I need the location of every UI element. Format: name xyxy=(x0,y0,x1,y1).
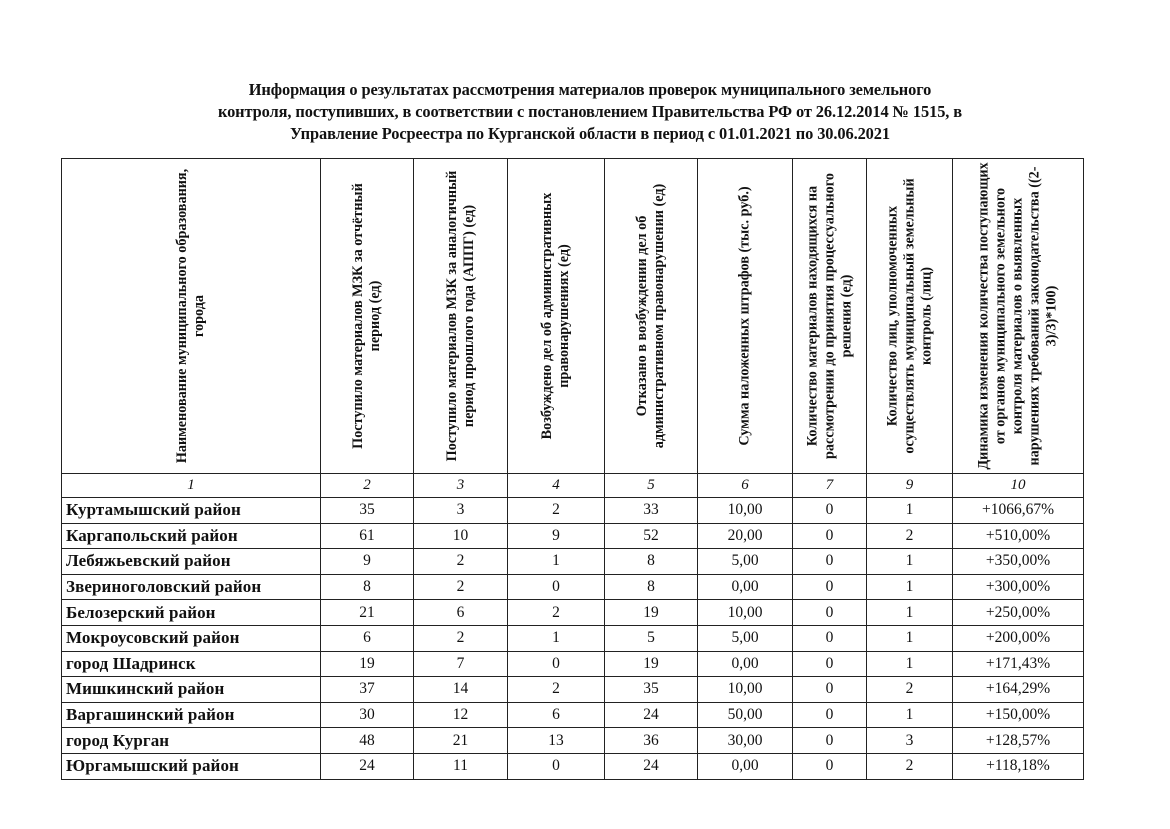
cell: 11 xyxy=(414,753,508,779)
cell: 0,00 xyxy=(698,574,793,600)
cell: 0 xyxy=(508,753,605,779)
municipality-name: Лебяжьевский район xyxy=(62,549,321,575)
cell: +300,00% xyxy=(953,574,1084,600)
cell: 2 xyxy=(867,677,953,703)
cell: 5 xyxy=(605,625,698,651)
cell: 0 xyxy=(793,574,867,600)
municipality-name: город Шадринск xyxy=(62,651,321,677)
cell: 5,00 xyxy=(698,625,793,651)
cell: 30,00 xyxy=(698,728,793,754)
column-number: 5 xyxy=(605,474,698,498)
cell: 20,00 xyxy=(698,523,793,549)
cell: 2 xyxy=(414,625,508,651)
column-number: 6 xyxy=(698,474,793,498)
title-line-2: контроля, поступивших, в соответствии с постановлением Правительства РФ от 26.12.2014 № 1515, в xyxy=(217,102,963,121)
cell: 0 xyxy=(793,728,867,754)
column-number: 2 xyxy=(321,474,414,498)
cell: 0 xyxy=(793,625,867,651)
cell: 12 xyxy=(414,702,508,728)
cell: 0 xyxy=(793,651,867,677)
municipality-name: Звериноголовский район xyxy=(62,574,321,600)
header-label: Сумма наложенных штрафов (тыс. руб.) xyxy=(736,186,753,446)
cell: 33 xyxy=(605,498,698,524)
cell: 10,00 xyxy=(698,677,793,703)
cell: 1 xyxy=(867,574,953,600)
document-title xyxy=(100,79,1080,145)
column-number: 9 xyxy=(867,474,953,498)
report-table xyxy=(61,158,1084,780)
cell: 1 xyxy=(867,600,953,626)
column-number: 4 xyxy=(508,474,605,498)
header-cases-refused xyxy=(605,159,698,474)
cell: 0 xyxy=(793,702,867,728)
municipality-name: Мишкинский район xyxy=(62,677,321,703)
cell: 0 xyxy=(793,753,867,779)
cell: +350,00% xyxy=(953,549,1084,575)
cell: 1 xyxy=(867,498,953,524)
table-row xyxy=(62,728,1084,754)
cell: 3 xyxy=(414,498,508,524)
header-dynamics xyxy=(953,159,1084,474)
header-label: Отказано в возбуждении дел об административном правонарушении (ед) xyxy=(634,183,667,449)
municipality-name: Юргамышский район xyxy=(62,753,321,779)
cell: 10,00 xyxy=(698,600,793,626)
cell: 2 xyxy=(867,753,953,779)
cell: +200,00% xyxy=(953,625,1084,651)
column-number: 1 xyxy=(62,474,321,498)
cell: 30 xyxy=(321,702,414,728)
column-number: 7 xyxy=(793,474,867,498)
cell: 2 xyxy=(508,677,605,703)
cell: +171,43% xyxy=(953,651,1084,677)
cell: 6 xyxy=(414,600,508,626)
cell: 0 xyxy=(508,651,605,677)
column-number: 10 xyxy=(953,474,1084,498)
cell: +1066,67% xyxy=(953,498,1084,524)
header-row xyxy=(62,159,1084,474)
cell: 1 xyxy=(867,702,953,728)
table-row xyxy=(62,600,1084,626)
municipality-name: Каргапольский район xyxy=(62,523,321,549)
cell: 0 xyxy=(793,498,867,524)
cell: 36 xyxy=(605,728,698,754)
table-row xyxy=(62,677,1084,703)
column-number: 3 xyxy=(414,474,508,498)
municipality-name: Мокроусовский район xyxy=(62,625,321,651)
header-label: Наименование муниципального образования, города xyxy=(174,168,207,464)
header-municipality xyxy=(62,159,321,474)
cell: 9 xyxy=(321,549,414,575)
table-row xyxy=(62,523,1084,549)
cell: 8 xyxy=(605,549,698,575)
cell: 2 xyxy=(867,523,953,549)
cell: +250,00% xyxy=(953,600,1084,626)
cell: 6 xyxy=(321,625,414,651)
table-row xyxy=(62,498,1084,524)
header-fines-sum xyxy=(698,159,793,474)
cell: 0,00 xyxy=(698,651,793,677)
cell: 21 xyxy=(321,600,414,626)
cell: +118,18% xyxy=(953,753,1084,779)
cell: 35 xyxy=(605,677,698,703)
table-row xyxy=(62,702,1084,728)
cell: 52 xyxy=(605,523,698,549)
header-label: Возбуждено дел об административных правонарушениях (ед) xyxy=(539,192,572,440)
table-row xyxy=(62,574,1084,600)
cell: 19 xyxy=(605,651,698,677)
cell: 48 xyxy=(321,728,414,754)
header-label: Поступило материалов МЗК за аналогичный период прошлого года (АППГ) (ед) xyxy=(443,170,477,462)
cell: 19 xyxy=(321,651,414,677)
cell: 9 xyxy=(508,523,605,549)
cell: 10,00 xyxy=(698,498,793,524)
cell: 1 xyxy=(867,549,953,575)
cell: 0,00 xyxy=(698,753,793,779)
cell: 2 xyxy=(414,574,508,600)
municipality-name: Куртамышский район xyxy=(62,498,321,524)
header-authorized-persons xyxy=(867,159,953,474)
cell: +510,00% xyxy=(953,523,1084,549)
cell: 37 xyxy=(321,677,414,703)
header-label: Количество лиц, уполномоченных осуществлять муниципальный земельный контроль (лиц) xyxy=(884,178,934,454)
header-label: Динамика изменения количества поступающих от органов муниципального земельного контроля материалов о выявленных нарушениях требований законодательства ((2-3)/3)*100) xyxy=(975,162,1060,470)
header-pending xyxy=(793,159,867,474)
cell: 0 xyxy=(793,523,867,549)
cell: 2 xyxy=(508,600,605,626)
cell: 50,00 xyxy=(698,702,793,728)
cell: 0 xyxy=(793,677,867,703)
cell: 0 xyxy=(508,574,605,600)
cell: 0 xyxy=(793,600,867,626)
cell: 7 xyxy=(414,651,508,677)
cell: 24 xyxy=(605,753,698,779)
title-line-1: Информация о результатах рассмотрения материалов проверок муниципального земельного xyxy=(248,80,932,99)
header-label: Количество материалов находящихся на рассмотрении до принятия процессуального решения (ед) xyxy=(804,173,854,459)
cell: 21 xyxy=(414,728,508,754)
cell: 8 xyxy=(605,574,698,600)
table-row xyxy=(62,753,1084,779)
cell: 61 xyxy=(321,523,414,549)
cell: 24 xyxy=(321,753,414,779)
cell: 1 xyxy=(867,651,953,677)
title-line-3: Управление Росреестра по Курганской области в период с 01.01.2021 по 30.06.2021 xyxy=(290,124,890,143)
municipality-name: Варгашинский район xyxy=(62,702,321,728)
table-row xyxy=(62,625,1084,651)
header-cases-initiated xyxy=(508,159,605,474)
header-received-current xyxy=(321,159,414,474)
column-number-row xyxy=(62,474,1084,498)
header-label: Поступило материалов МЗК за отчётный период (ед) xyxy=(350,183,383,449)
cell: 5,00 xyxy=(698,549,793,575)
table-row xyxy=(62,651,1084,677)
municipality-name: Белозерский район xyxy=(62,600,321,626)
cell: +150,00% xyxy=(953,702,1084,728)
municipality-name: город Курган xyxy=(62,728,321,754)
cell: 10 xyxy=(414,523,508,549)
cell: 6 xyxy=(508,702,605,728)
cell: 24 xyxy=(605,702,698,728)
cell: +164,29% xyxy=(953,677,1084,703)
cell: 0 xyxy=(793,549,867,575)
cell: 1 xyxy=(867,625,953,651)
cell: 13 xyxy=(508,728,605,754)
cell: 1 xyxy=(508,549,605,575)
cell: 1 xyxy=(508,625,605,651)
header-received-last-year xyxy=(414,159,508,474)
cell: 19 xyxy=(605,600,698,626)
cell: 2 xyxy=(508,498,605,524)
cell: 14 xyxy=(414,677,508,703)
cell: +128,57% xyxy=(953,728,1084,754)
table-row xyxy=(62,549,1084,575)
cell: 3 xyxy=(867,728,953,754)
cell: 8 xyxy=(321,574,414,600)
cell: 2 xyxy=(414,549,508,575)
cell: 35 xyxy=(321,498,414,524)
